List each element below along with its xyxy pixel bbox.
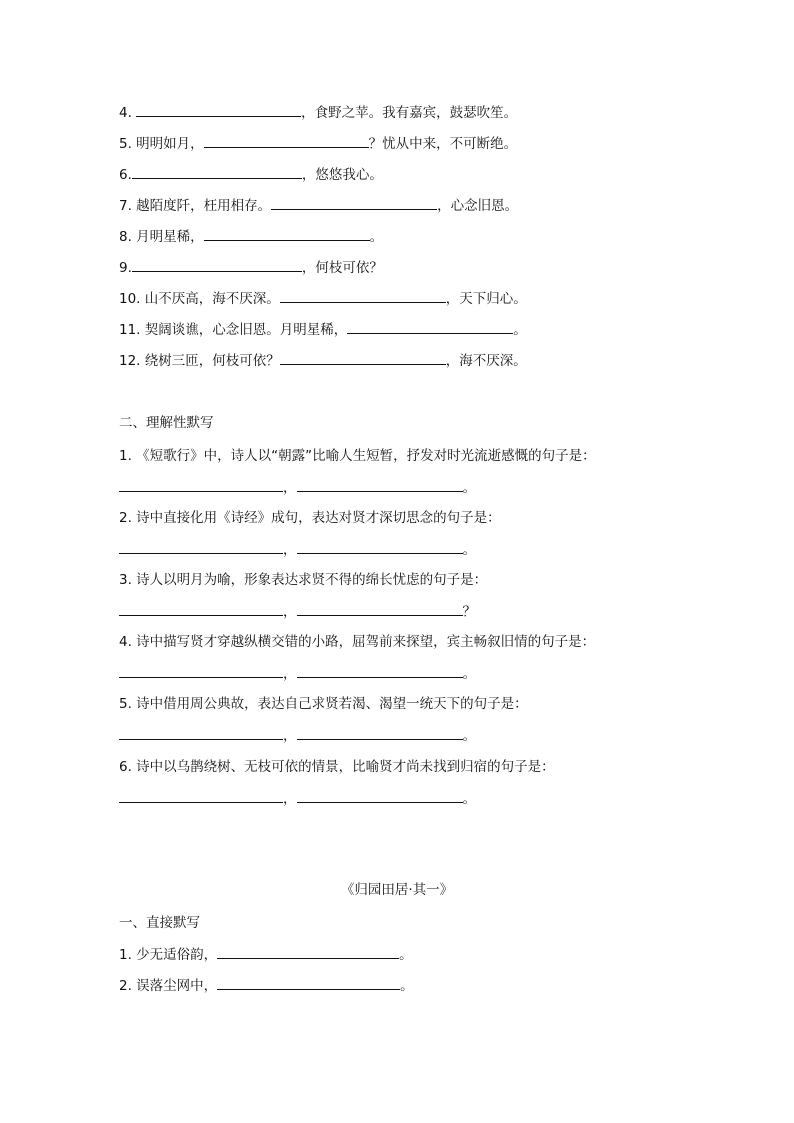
comprehension-answer-row-3 xyxy=(119,601,476,621)
comprehension-question-2: 2. 诗中直接化用《诗经》成句，表达对贤才深切思念的句子是： xyxy=(119,510,501,526)
item-number: 1. xyxy=(119,947,137,963)
comprehension-answer-row-2 xyxy=(119,539,476,559)
end-punct: 。 xyxy=(462,480,476,496)
answer-blank[interactable] xyxy=(297,477,463,492)
item-number: 9. xyxy=(119,260,132,276)
answer-blank[interactable] xyxy=(297,663,463,678)
answer-blank[interactable] xyxy=(119,539,283,554)
item-text: 。 xyxy=(399,947,413,963)
answer-blank[interactable] xyxy=(132,257,302,272)
separator: ， xyxy=(283,542,297,558)
comprehension-question-4: 4. 诗中描写贤才穿越纵横交错的小路，屈驾前来探望，宾主畅叙旧情的句子是： xyxy=(119,634,596,650)
item-number: 8. xyxy=(119,229,137,245)
item-number: 5. xyxy=(119,136,137,152)
poem-title: 《归园田居·其一》 xyxy=(340,882,454,898)
end-punct: ？ xyxy=(462,604,476,620)
answer-blank[interactable] xyxy=(297,601,463,616)
item-number: 10. xyxy=(119,291,145,307)
answer-blank[interactable] xyxy=(297,539,463,554)
answer-blank[interactable] xyxy=(119,725,283,740)
comprehension-question-1: 1. 《短歌行》中，诗人以“朝露”比喻人生短暂，抒发对时光流逝感慨的句子是： xyxy=(119,448,596,464)
answer-blank[interactable] xyxy=(204,226,370,241)
recite-item-8 xyxy=(119,226,383,246)
answer-blank[interactable] xyxy=(297,788,463,803)
comprehension-question-6: 6. 诗中以乌鹊绕树、无枝可依的情景，比喻贤才尚未找到归宿的句子是： xyxy=(119,759,555,775)
recite-item-11 xyxy=(119,319,527,339)
comprehension-answer-row-4 xyxy=(119,663,476,683)
item-text: 明明如月， xyxy=(136,136,204,152)
answer-blank[interactable] xyxy=(217,975,400,990)
section-heading-comprehension: 二、理解性默写 xyxy=(119,415,214,431)
item-text: 山不厌高，海不厌深。 xyxy=(144,291,280,307)
end-punct: 。 xyxy=(462,791,476,807)
end-punct: 。 xyxy=(462,728,476,744)
end-punct: 。 xyxy=(462,542,476,558)
section-heading-direct: 一、直接默写 xyxy=(119,915,200,931)
answer-blank[interactable] xyxy=(119,788,283,803)
item-text: ，天下归心。 xyxy=(445,291,527,307)
answer-blank[interactable] xyxy=(132,164,302,179)
recite-item-12 xyxy=(119,350,527,370)
item-number: 2. xyxy=(119,978,137,994)
answer-blank[interactable] xyxy=(217,944,399,959)
comprehension-question-3: 3. 诗人以明月为喻，形象表达求贤不得的绵长忧虑的句子是： xyxy=(119,572,488,588)
comprehension-answer-row-5 xyxy=(119,725,476,745)
comprehension-answer-row-1 xyxy=(119,477,476,497)
comprehension-answer-row-6 xyxy=(119,788,476,808)
item-text: 契阔谈谯，心念旧恩。月明星稀， xyxy=(144,322,348,338)
item-number: 12. xyxy=(119,353,145,369)
answer-blank[interactable] xyxy=(119,663,283,678)
item-text: ，何枝可依？ xyxy=(301,260,383,276)
end-punct: 。 xyxy=(462,666,476,682)
recite-item-4 xyxy=(119,102,517,122)
item-text: ，海不厌深。 xyxy=(445,353,527,369)
answer-blank[interactable] xyxy=(271,195,437,210)
recite-item-9 xyxy=(119,257,383,277)
poem2-item-1 xyxy=(119,944,413,964)
item-text: ，食野之苹。我有嘉宾，鼓瑟吹笙。 xyxy=(301,105,518,121)
item-text: ？忧从中来，不可断绝。 xyxy=(368,136,518,152)
separator: ， xyxy=(283,791,297,807)
item-text: 绕树三匝，何枝可依？ xyxy=(144,353,280,369)
separator: ， xyxy=(283,728,297,744)
item-text: 误落尘网中， xyxy=(136,978,218,994)
item-number: 7. xyxy=(119,198,137,214)
answer-blank[interactable] xyxy=(119,601,283,616)
answer-blank[interactable] xyxy=(297,725,463,740)
recite-item-5 xyxy=(119,133,517,153)
answer-blank[interactable] xyxy=(280,288,446,303)
item-text: 越陌度阡，枉用相存。 xyxy=(136,198,272,214)
item-text: ，悠悠我心。 xyxy=(301,167,383,183)
separator: ， xyxy=(283,666,297,682)
separator: ， xyxy=(283,604,297,620)
item-number: 11. xyxy=(119,322,145,338)
comprehension-question-5: 5. 诗中借用周公典故，表达自己求贤若渴、渴望一统天下的句子是： xyxy=(119,696,528,712)
answer-blank[interactable] xyxy=(136,102,301,117)
item-text: 少无适俗韵， xyxy=(136,947,218,963)
answer-blank[interactable] xyxy=(119,477,283,492)
answer-blank[interactable] xyxy=(280,350,446,365)
item-number: 6. xyxy=(119,167,132,183)
item-number: 4. xyxy=(119,105,137,121)
item-text: ，心念旧恩。 xyxy=(437,198,519,214)
item-text: 。 xyxy=(513,322,527,338)
separator: ， xyxy=(283,480,297,496)
recite-item-10 xyxy=(119,288,527,308)
poem2-item-2 xyxy=(119,975,414,995)
answer-blank[interactable] xyxy=(347,319,513,334)
recite-item-7 xyxy=(119,195,518,215)
item-text: 。 xyxy=(400,978,414,994)
answer-blank[interactable] xyxy=(204,133,369,148)
recite-item-6 xyxy=(119,164,383,184)
item-text: 。 xyxy=(369,229,384,245)
item-text: 月明星稀， xyxy=(136,229,204,245)
